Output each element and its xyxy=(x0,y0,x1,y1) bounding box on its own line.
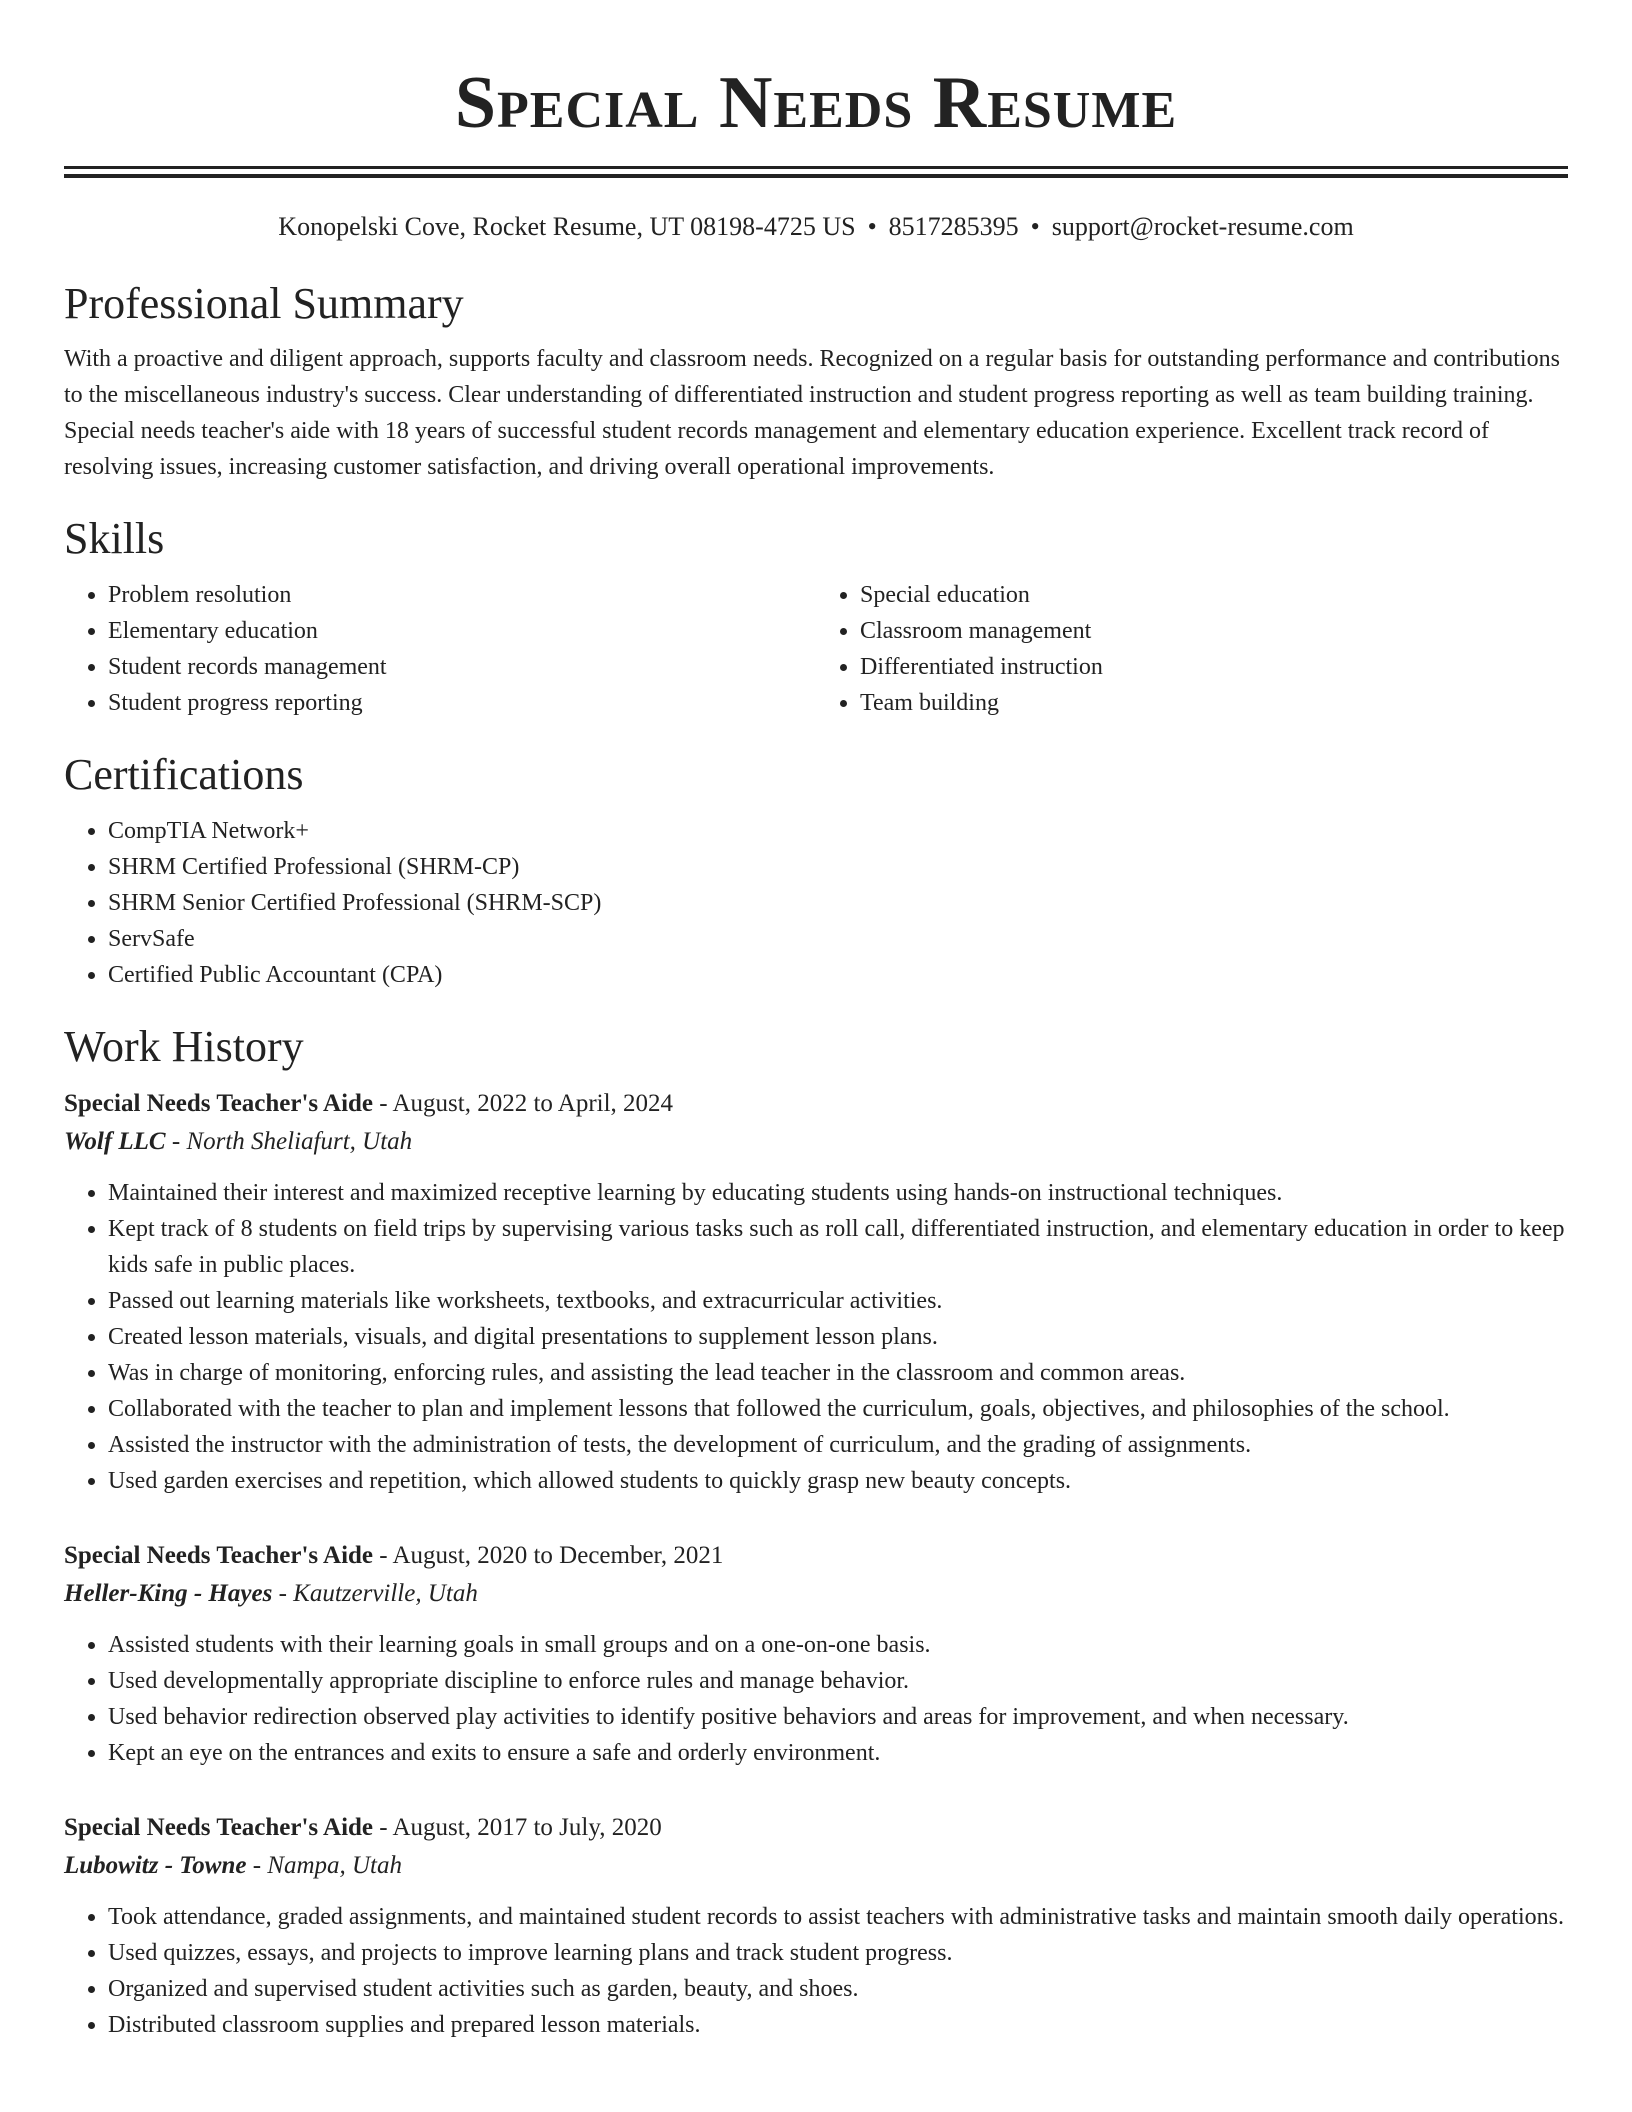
job-duties-list xyxy=(64,1175,1568,1499)
work-history-section xyxy=(64,1021,1568,2043)
contact-line xyxy=(64,210,1568,244)
contact-email[interactable]: support@rocket-resume.com xyxy=(1051,212,1354,241)
job-duty: • Assisted the instructor with the administration of tests, the development of curriculum, and the grading of assignments. xyxy=(108,1427,1568,1463)
company-name: Heller-King - Hayes xyxy=(64,1580,273,1607)
resume-page xyxy=(64,0,1568,2043)
job-entry xyxy=(64,1537,1568,1771)
skill-item: • Student progress reporting xyxy=(108,685,816,721)
contact-separator: • xyxy=(867,212,877,241)
job-duty: • Used quizzes, essays, and projects to improve learning plans and track student progress. xyxy=(108,1935,1568,1971)
job-employer xyxy=(64,1123,1568,1161)
job-dates: - August, 2020 to December, 2021 xyxy=(373,1542,724,1569)
job-duty: • Collaborated with the teacher to plan and implement lessons that followed the curriculum, goals, objectives, and philosophies of the school. xyxy=(108,1391,1568,1427)
job-duty: • Used developmentally appropriate discipline to enforce rules and manage behavior. xyxy=(108,1663,1568,1699)
skill-item: • Team building xyxy=(860,685,1568,721)
certification-item: • Certified Public Accountant (CPA) xyxy=(108,957,1568,993)
skills-section xyxy=(64,513,1568,721)
skills-heading: Skills xyxy=(64,514,165,563)
job-duty: • Distributed classroom supplies and prepared lesson materials. xyxy=(108,2007,1568,2043)
certification-item: • SHRM Senior Certified Professional (SHRM-SCP) xyxy=(108,885,1568,921)
job-duty: • Assisted students with their learning goals in small groups and on a one-on-one basis. xyxy=(108,1627,1568,1663)
job-duty: • Kept an eye on the entrances and exits to ensure a safe and orderly environment. xyxy=(108,1735,1568,1771)
company-name: Wolf LLC xyxy=(64,1128,166,1155)
job-header xyxy=(64,1809,1568,1847)
job-title: Special Needs Teacher's Aide xyxy=(64,1542,374,1569)
certifications-list xyxy=(64,813,1568,993)
job-location: - Nampa, Utah xyxy=(246,1852,403,1879)
job-duty: • Maintained their interest and maximized receptive learning by educating students using hands-on instructional techniques. xyxy=(108,1175,1568,1211)
job-duty: • Kept track of 8 students on field trips by supervising various tasks such as roll call, differentiated instruction, and elementary education in order to keep kids safe in public places. xyxy=(108,1211,1568,1283)
resume-title: Special Needs Resume xyxy=(454,62,1178,144)
job-duty: • Organized and supervised student activities such as garden, beauty, and shoes. xyxy=(108,1971,1568,2007)
certification-item: • CompTIA Network+ xyxy=(108,813,1568,849)
title-divider xyxy=(64,166,1568,178)
skills-list-left xyxy=(64,577,816,721)
certifications-section xyxy=(64,749,1568,993)
job-duty: • Took attendance, graded assignments, and maintained student records to assist teachers with administrative tasks and maintain smooth daily operations. xyxy=(108,1899,1568,1935)
skills-grid xyxy=(64,577,1568,721)
job-duty: • Passed out learning materials like worksheets, textbooks, and extracurricular activities. xyxy=(108,1283,1568,1319)
job-duty: • Used behavior redirection observed play activities to identify positive behaviors and areas for improvement, and when necessary. xyxy=(108,1699,1568,1735)
certification-item: • SHRM Certified Professional (SHRM-CP) xyxy=(108,849,1568,885)
job-dates: - August, 2017 to July, 2020 xyxy=(373,1814,662,1841)
job-title: Special Needs Teacher's Aide xyxy=(64,1814,374,1841)
job-duties-list xyxy=(64,1899,1568,2043)
job-duty: • Was in charge of monitoring, enforcing rules, and assisting the lead teacher in the classroom and common areas. xyxy=(108,1355,1568,1391)
contact-phone: 8517285395 xyxy=(888,212,1019,241)
job-header xyxy=(64,1085,1568,1123)
job-employer xyxy=(64,1575,1568,1613)
summary-section xyxy=(64,278,1568,485)
skill-item: • Special education xyxy=(860,577,1568,613)
contact-address: Konopelski Cove, Rocket Resume, UT 08198-4725 US xyxy=(278,212,856,241)
job-employer xyxy=(64,1847,1568,1885)
skill-item: • Classroom management xyxy=(860,613,1568,649)
job-location: - North Sheliafurt, Utah xyxy=(165,1128,413,1155)
certification-item: • ServSafe xyxy=(108,921,1568,957)
job-header xyxy=(64,1537,1568,1575)
certifications-heading: Certifications xyxy=(64,750,304,799)
skill-item: • Elementary education xyxy=(108,613,816,649)
job-title: Special Needs Teacher's Aide xyxy=(64,1090,374,1117)
job-entry xyxy=(64,1085,1568,1499)
job-duties-list xyxy=(64,1627,1568,1771)
skills-list-right xyxy=(816,577,1568,721)
job-duty: • Used garden exercises and repetition, which allowed students to quickly grasp new beauty concepts. xyxy=(108,1463,1568,1499)
job-location: - Kautzerville, Utah xyxy=(272,1580,478,1607)
job-duty: • Created lesson materials, visuals, and digital presentations to supplement lesson plans. xyxy=(108,1319,1568,1355)
summary-heading: Professional Summary xyxy=(64,279,464,328)
skill-item: • Student records management xyxy=(108,649,816,685)
contact-separator: • xyxy=(1030,212,1040,241)
skill-item: • Differentiated instruction xyxy=(860,649,1568,685)
summary-text: With a proactive and diligent approach, supports faculty and classroom needs. Recognized on a regular basis for outstanding performance and contributions to the miscellaneous industry's success. Clear understanding of differentiated instruction and student progress reporting as well as team building training. Special needs teacher's aide with 18 years of successful student records management and elementary education experience. Excellent track record of resolving issues, increasing customer satisfaction, and driving overall operational improvements. xyxy=(64,346,1560,480)
job-dates: - August, 2022 to April, 2024 xyxy=(373,1090,674,1117)
skill-item: • Problem resolution xyxy=(108,577,816,613)
job-entry xyxy=(64,1809,1568,2043)
company-name: Lubowitz - Towne xyxy=(64,1852,247,1879)
work-history-heading: Work History xyxy=(64,1022,304,1071)
